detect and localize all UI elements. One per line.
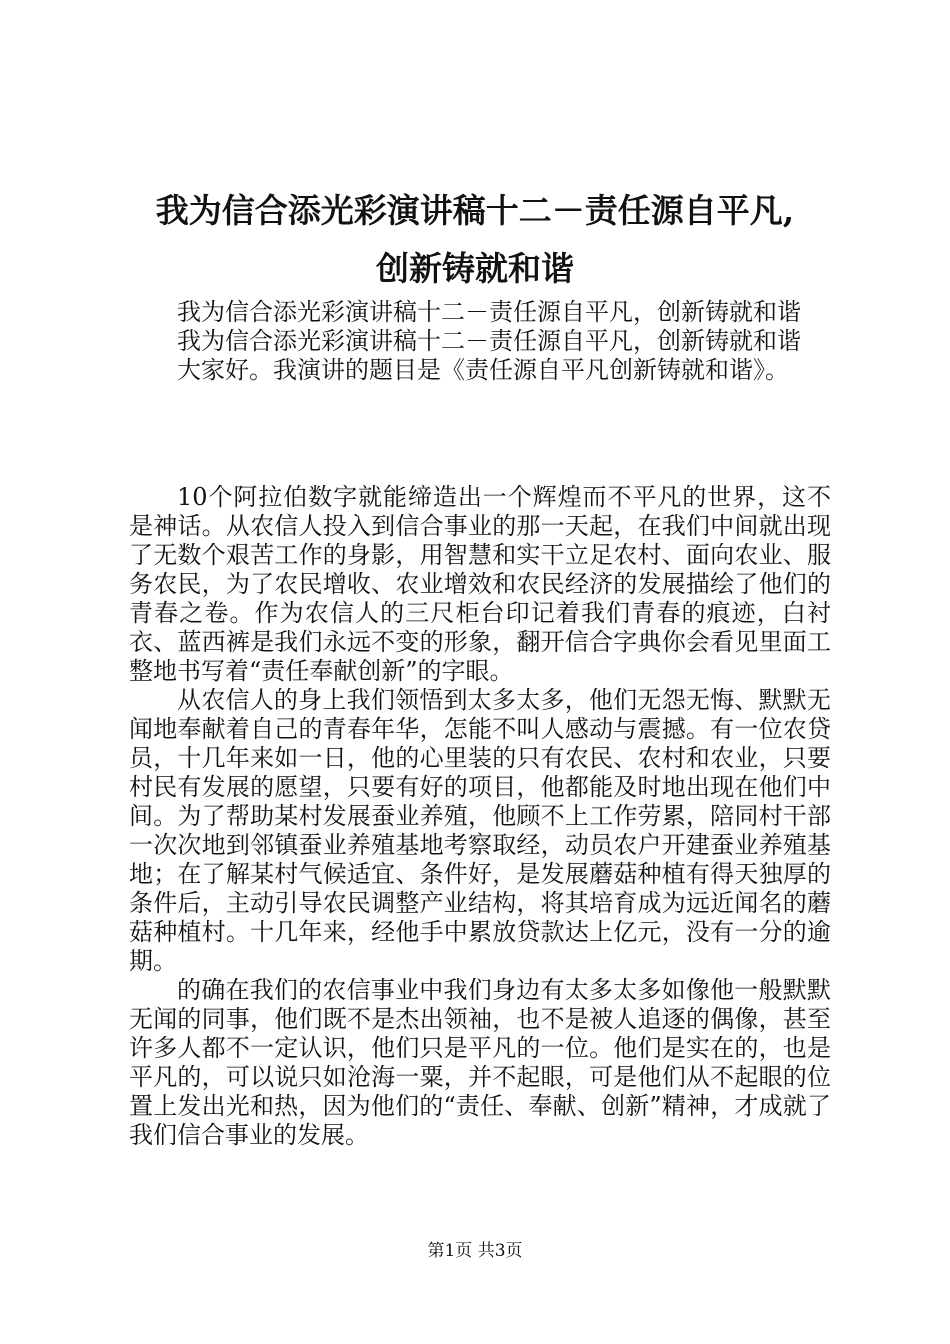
- greeting-paragraph: 大家好。我演讲的题目是《责任源自平凡创新铸就和谐》。: [177, 356, 789, 384]
- document-title-line-2: 创新铸就和谐: [376, 249, 574, 288]
- header-paragraph: 我为信合添光彩演讲稿十二－责任源自平凡，创新铸就和谐: [177, 327, 801, 355]
- header-block: [129, 298, 831, 385]
- body-paragraph: 的确在我们的农信事业中我们身边有太多太多如像他一般默默无闻的同事，他们既不是杰出领袖，也不是被人追逐的偶像，甚至许多人都不一定认识，他们只是平凡的一位。他们是实在的，也是平凡的，可以说只如沧海一粟，并不起眼，可是他们从不起眼的位置上发出光和热，因为他们的“责任、奉献、创新”精神，才成就了我们信合事业的发展。: [129, 976, 831, 1149]
- body-paragraph: 10个阿拉伯数字就能缔造出一个辉煌而不平凡的世界，这不是神话。从农信人投入到信合事业的那一天起，在我们中间就出现了无数个艰苦工作的身影，用智慧和实干立足农村、面向农业、服务农民，为了农民增收、农业增效和农民经济的发展描绘了他们的青春之卷。作为农信人的三尺柜台印记着我们青春的痕迹，白衬衣、蓝西裤是我们永远不变的形象，翻开信合字典你会看见里面工整地书写着“责任奉献创新”的字眼。: [129, 483, 831, 685]
- header-paragraph: 我为信合添光彩演讲稿十二－责任源自平凡，创新铸就和谐: [177, 298, 801, 326]
- body-block: [129, 483, 831, 1150]
- document-title-line-1: 我为信合添光彩演讲稿十二－责任源自平凡,: [155, 191, 795, 230]
- page-footer: 第1页 共3页: [427, 1241, 523, 1261]
- body-paragraph: 从农信人的身上我们领悟到太多太多，他们无怨无悔、默默无闻地奉献着自己的青春年华，怎能不叫人感动与震撼。有一位农贷员，十几年来如一日，他的心里装的只有农民、农村和农业，只要村民有发展的愿望，只要有好的项目，他都能及时地出现在他们中间。为了帮助某村发展蚕业养殖，他顾不上工作劳累，陪同村干部一次次地到邻镇蚕业养殖基地考察取经，动员农户开建蚕业养殖基地；在了解某村气候适宜、条件好，是发展蘑菇种植有得天独厚的条件后，主动引导农民调整产业结构，将其培育成为远近闻名的蘑菇种植村。十几年来，经他手中累放贷款达上亿元，没有一分的逾期。: [129, 686, 831, 975]
